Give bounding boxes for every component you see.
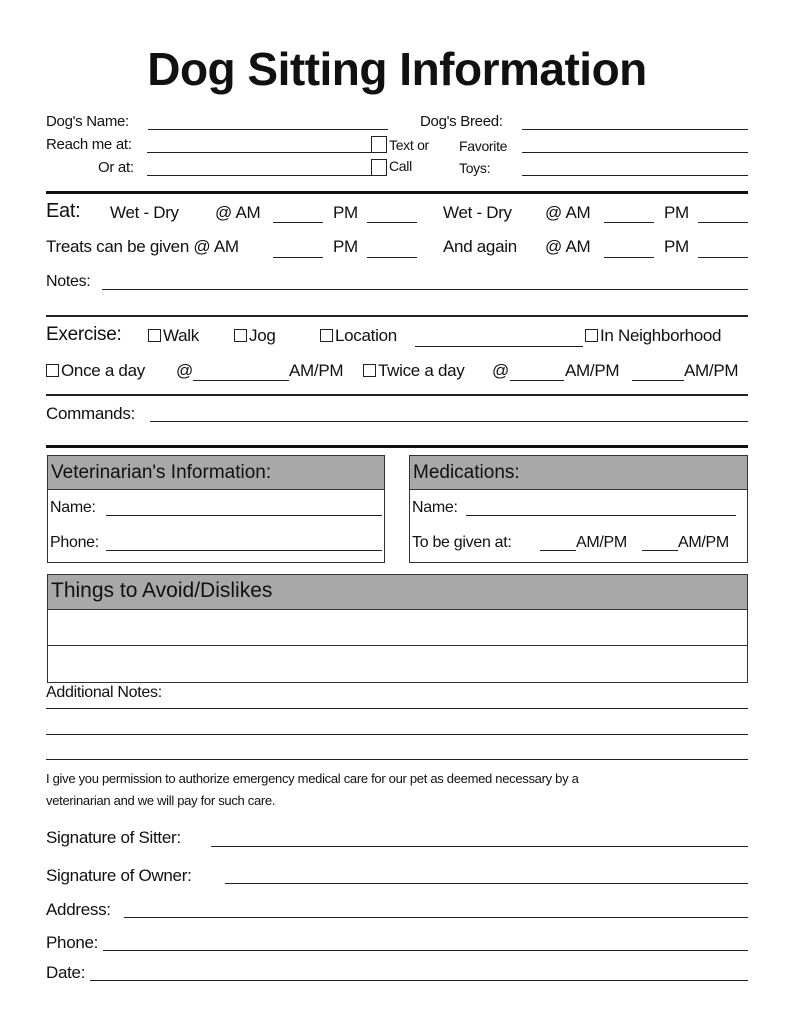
twice-time-field-2[interactable] (632, 380, 684, 381)
location-checkbox[interactable] (320, 329, 333, 342)
dogs-breed-field[interactable] (522, 129, 748, 130)
once-option[interactable] (46, 362, 145, 380)
walk-option[interactable] (148, 327, 199, 345)
neighborhood-checkbox[interactable] (585, 329, 598, 342)
permission-text-2: veterinarian and we will pay for such care. (46, 793, 276, 808)
address-label: Address: (46, 900, 111, 919)
walk-checkbox[interactable] (148, 329, 161, 342)
divider (46, 315, 748, 317)
at-label-2: @ (492, 361, 509, 380)
wet-dry-label-2: Wet - Dry (443, 203, 512, 222)
jog-checkbox[interactable] (234, 329, 247, 342)
call-label: Call (389, 158, 412, 174)
address-field[interactable] (124, 917, 748, 918)
vet-phone-label: Phone: (50, 534, 99, 551)
phone-field[interactable] (103, 950, 748, 951)
walk-label: Walk (163, 326, 199, 345)
treats-label: Treats can be given @ AM (46, 237, 239, 256)
med-name-label: Name: (412, 499, 458, 516)
divider (46, 191, 748, 194)
jog-label: Jog (249, 326, 276, 345)
ampm-label-2: AM/PM (565, 361, 620, 380)
eat-am-field-2[interactable] (604, 222, 654, 223)
pm-label-2: PM (664, 203, 689, 222)
favorite-toys-field-2[interactable] (522, 175, 748, 176)
toys-label: Toys: (459, 160, 491, 176)
wet-dry-label: Wet - Dry (110, 203, 179, 222)
ampm-label-3: AM/PM (684, 361, 739, 380)
commands-label: Commands: (46, 404, 135, 423)
text-checkbox[interactable] (371, 136, 387, 153)
again-am-field[interactable] (604, 257, 654, 258)
avoid-row-2[interactable] (48, 647, 747, 682)
exercise-label: Exercise: (46, 324, 122, 345)
avoid-dislikes-title: Things to Avoid/Dislikes (48, 575, 747, 610)
vet-name-field[interactable] (106, 515, 382, 516)
given-time-field-2[interactable] (642, 550, 678, 551)
and-again-am-label: @ AM (545, 237, 591, 256)
or-at-label: Or at: (98, 159, 134, 176)
dogs-name-label: Dog's Name: (46, 113, 129, 130)
twice-option[interactable] (363, 362, 464, 380)
sitter-signature-label: Signature of Sitter: (46, 828, 181, 847)
notes-field[interactable] (102, 289, 748, 290)
neighborhood-label: In Neighborhood (600, 326, 722, 345)
vet-name-label: Name: (50, 499, 96, 516)
owner-signature-label: Signature of Owner: (46, 866, 192, 885)
med-ampm-label: AM/PM (576, 534, 627, 551)
or-at-field[interactable] (147, 175, 371, 176)
commands-field[interactable] (150, 421, 748, 422)
again-pm-label: PM (664, 237, 689, 256)
am-label-2: @ AM (545, 203, 591, 222)
vet-info-box (47, 455, 385, 563)
permission-text-1: I give you permission to authorize emergency medical care for our pet as deemed necessary by a (46, 771, 579, 786)
and-again-label: And again (443, 237, 517, 256)
once-label: Once a day (61, 361, 145, 380)
eat-label: Eat: (46, 200, 81, 222)
at-label: @ (176, 361, 193, 380)
jog-option[interactable] (234, 327, 276, 345)
twice-checkbox[interactable] (363, 364, 376, 377)
dogs-name-field[interactable] (148, 129, 388, 130)
additional-notes-line-2[interactable] (46, 734, 748, 735)
sitter-signature-field[interactable] (211, 846, 748, 847)
owner-signature-field[interactable] (225, 883, 748, 884)
med-name-field[interactable] (466, 515, 736, 516)
neighborhood-option[interactable] (585, 327, 721, 345)
avoid-row-1[interactable] (48, 611, 747, 646)
ampm-label: AM/PM (289, 361, 344, 380)
call-checkbox[interactable] (371, 159, 387, 176)
treats-pm-field[interactable] (367, 257, 417, 258)
given-time-field-1[interactable] (540, 550, 576, 551)
text-or-label: Text or (389, 137, 429, 153)
divider (46, 445, 748, 448)
location-option[interactable] (320, 327, 397, 345)
notes-label: Notes: (46, 273, 91, 290)
given-at-label: To be given at: (412, 534, 512, 551)
eat-am-field[interactable] (273, 222, 323, 223)
eat-pm-field-2[interactable] (698, 222, 748, 223)
med-ampm-label-2: AM/PM (678, 534, 729, 551)
reach-me-label: Reach me at: (46, 136, 132, 153)
eat-pm-field[interactable] (367, 222, 417, 223)
vet-info-title: Veterinarian's Information: (48, 456, 384, 490)
vet-phone-field[interactable] (106, 550, 382, 551)
divider (46, 394, 748, 396)
medications-box (409, 455, 748, 563)
reach-me-field[interactable] (147, 152, 371, 153)
location-field[interactable] (415, 346, 583, 347)
medications-title: Medications: (410, 456, 747, 490)
pm-label: PM (333, 203, 358, 222)
location-label: Location (335, 326, 397, 345)
favorite-toys-field[interactable] (522, 152, 748, 153)
once-checkbox[interactable] (46, 364, 59, 377)
date-field[interactable] (90, 980, 748, 981)
twice-time-field-1[interactable] (510, 380, 564, 381)
twice-label: Twice a day (378, 361, 465, 380)
treats-am-field[interactable] (273, 257, 323, 258)
once-time-field[interactable] (193, 380, 289, 381)
again-pm-field[interactable] (698, 257, 748, 258)
am-label: @ AM (215, 203, 261, 222)
additional-notes-line-1[interactable] (46, 708, 748, 709)
additional-notes-line-3[interactable] (46, 759, 748, 760)
treats-pm-label: PM (333, 237, 358, 256)
phone-label: Phone: (46, 933, 99, 952)
additional-notes-label: Additional Notes: (46, 684, 162, 701)
date-label: Date: (46, 963, 86, 982)
page-title: Dog Sitting Information (147, 43, 647, 95)
favorite-label: Favorite (459, 138, 508, 154)
dogs-breed-label: Dog's Breed: (420, 113, 503, 130)
avoid-dislikes-box (47, 574, 748, 683)
